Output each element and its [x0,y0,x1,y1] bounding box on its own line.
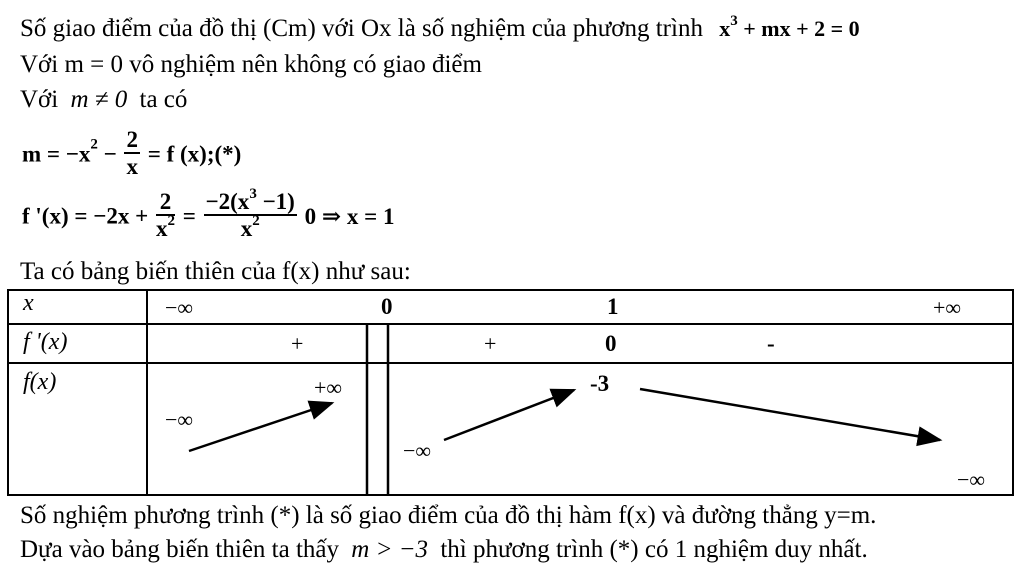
fprime-sign-3: - [767,331,775,356]
fprime-sign-1: + [291,331,304,356]
variation-table [7,289,1014,496]
row-label-fprime: f '(x) [23,329,68,355]
x-one: 1 [607,294,619,319]
f-right-end: −∞ [957,467,986,492]
intro-line-2: Với m = 0 vô nghiệm nên không có giao điểm [20,51,482,78]
fprime-sign-2: + [484,331,497,356]
intro-line-3: Với m ≠ 0 ta có [20,86,188,113]
fraction-derivative: $\frac{-2(x^3 -1)}{x^2}$ [205,186,295,242]
fraction-2-over-x: $\frac{2}{x}$ [126,127,138,180]
conclusion-line-1: Số nghiệm phương trình (*) là số giao điểm của đồ thị hàm f(x) và đường thẳng y=m. [20,502,877,529]
equation-derivative: f '(x) = −2x + $\frac{2}{x^2}$ = $\frac{-2(x^3 -1)}{x^2}$ 0 ⇒ x = 1 [22,186,395,242]
intro-line-1-text: Số giao điểm của đồ thị (Cm) với Ox là số nghiệm của phương trình [20,15,703,42]
fraction-2-over-x2: $\frac{2}{x^2}$ [155,189,175,242]
row-label-f: f(x) [23,369,57,395]
arrow-increasing-middle [444,390,574,440]
f-left-end: +∞ [314,375,343,400]
m-greater-minus-3: m > −3 [351,536,429,563]
f-left-start: −∞ [165,407,194,432]
arrow-decreasing-right [640,389,940,440]
table-intro: Ta có bảng biến thiên của f(x) như sau: [20,258,411,285]
x-zero: 0 [381,294,393,319]
equation-m: $m = -x^2$ − $\frac{2}{x}$ = f (x);(*) [22,127,242,180]
intro-line-1 [20,13,860,42]
m-not-zero: m ≠ 0 [70,86,128,113]
cubic-equation: $x^3$ + mx + 2 = 0 [719,13,860,41]
arrow-increasing-left [189,403,332,451]
table-grid [7,289,1014,496]
f-mid-start: −∞ [403,438,432,463]
f-peak: -3 [590,371,610,396]
row-label-x: x [23,290,34,316]
x-pos-inf: +∞ [933,295,962,320]
conclusion-line-2: Dựa vào bảng biến thiên ta thấy m > −3 thì phương trình (*) có 1 nghiệm duy nhất. [20,536,868,563]
fprime-zero: 0 [605,331,617,356]
x-neg-inf: −∞ [165,295,194,320]
